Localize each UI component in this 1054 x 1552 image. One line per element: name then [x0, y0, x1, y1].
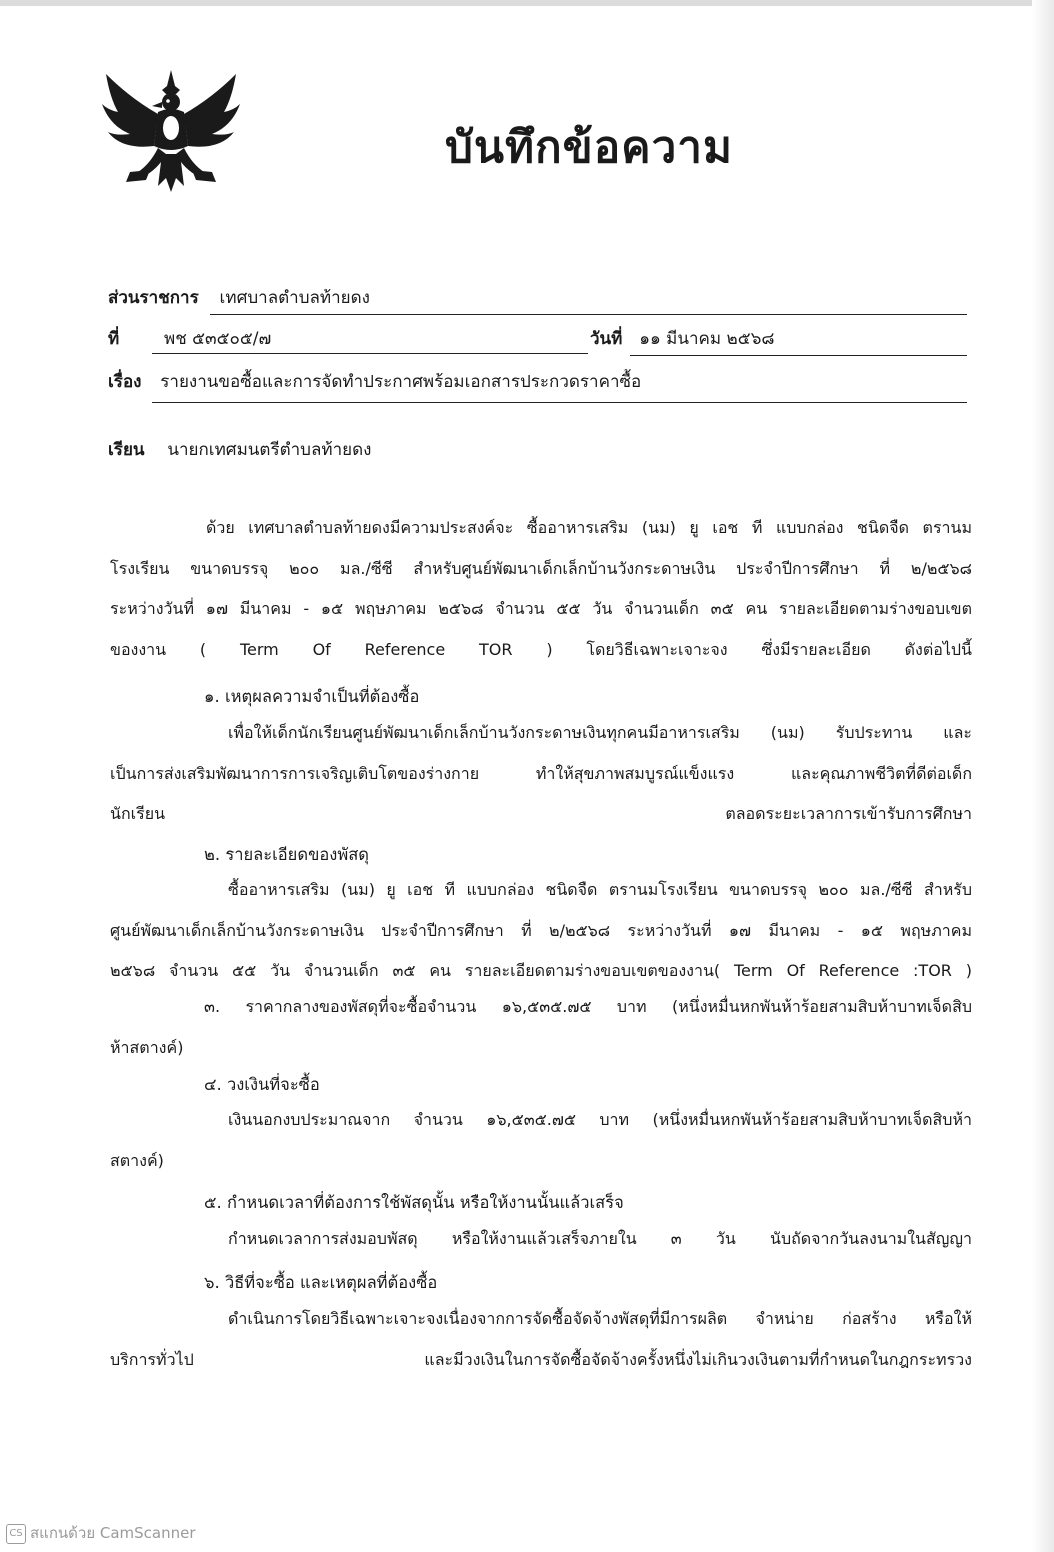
section-2-line: ๒๕๖๘ จำนวน ๕๕ วัน จำนวนเด็ก ๓๕ คน รายละเอียดตามร่างขอบเขตของงาน( Term Of Reference :TOR ) — [110, 961, 972, 980]
section-1-line: เพื่อให้เด็กนักเรียนศูนย์พัฒนาเด็กเล็กบ้านวังกระดาษเงินทุกคนมีอาหารเสริม (นม) รับประทาน และ — [228, 723, 972, 742]
garuda-emblem-icon — [100, 68, 242, 198]
section-5-heading: ๕. กำหนดเวลาที่ต้องการใช้พัสดุนั้น หรือให้งานนั้นแล้วเสร็จ — [204, 1193, 624, 1212]
addressee-label: เรียน — [108, 440, 145, 460]
section-6-body — [110, 1299, 972, 1380]
date-underline — [630, 355, 967, 356]
section-2-line: ซื้ออาหารเสริม (นม) ยู เอช ที แบบกล่อง ชนิดจืด ตรานมโรงเรียน ขนาดบรรจุ ๒๐๐ มล./ซีซี สำหรับ — [228, 880, 973, 899]
section-1-body — [110, 713, 972, 835]
section-4-line: สตางค์) — [110, 1150, 164, 1170]
subject-row — [108, 368, 641, 395]
date-value: ๑๑ มีนาคม ๒๕๖๘ — [639, 329, 775, 349]
camscanner-text: สแกนด้วย CamScanner — [30, 1524, 196, 1542]
date-row — [590, 325, 775, 352]
addressee-value: นายกเทศมนตรีตำบลท้ายดง — [167, 440, 372, 460]
section-4-line: เงินนอกงบประมาณจาก จำนวน ๑๖,๕๓๕.๗๕ บาท (หนึ่งหมื่นหกพันห้าร้อยสามสิบห้าบาทเจ็ดสิบห้า — [228, 1110, 972, 1129]
section-5-body — [110, 1219, 972, 1260]
agency-row — [108, 284, 370, 311]
addressee-row — [108, 436, 371, 463]
section-3-line: ๓. ราคากลางของพัสดุที่จะซื้อจำนวน ๑๖,๕๓๕.๗๕ บาท (หนึ่งหมื่นหกพันห้าร้อยสามสิบห้าบาทเจ็ดสิบ — [204, 997, 972, 1016]
agency-underline — [210, 314, 967, 315]
subject-value: รายงานขอซื้อและการจัดทำประกาศพร้อมเอกสารประกวดราคาซื้อ — [160, 372, 642, 392]
section-5-line: กำหนดเวลาการส่งมอบพัสดุ หรือให้งานแล้วเสร็จภายใน ๓ วัน นับถัดจากวันลงนามในสัญญา — [228, 1229, 972, 1248]
reference-underline — [152, 353, 588, 354]
section-3-line: ห้าสตางค์) — [110, 1037, 184, 1057]
subject-label: เรื่อง — [108, 372, 142, 392]
section-6-line: ดำเนินการโดยวิธีเฉพาะเจาะจงเนื่องจากการจัดซื้อจัดจ้างพัสดุที่มีการผลิต จำหน่าย ก่อสร้าง หรือให้ — [228, 1309, 972, 1328]
section-1-line: นักเรียน ตลอดระยะเวลาการเข้ารับการศึกษา — [110, 804, 972, 823]
memo-title: บันทึกข้อความ — [445, 122, 734, 173]
scan-right-edge — [1032, 0, 1054, 1552]
section-2-heading: ๒. รายละเอียดของพัสดุ — [204, 845, 369, 864]
agency-label: ส่วนราชการ — [108, 288, 199, 308]
section-6-heading: ๖. วิธีที่จะซื้อ และเหตุผลที่ต้องซื้อ — [204, 1273, 438, 1292]
date-label: วันที่ — [590, 329, 623, 349]
section-3-body — [110, 987, 972, 1068]
section-2-body — [110, 870, 972, 992]
reference-value: พช ๕๓๕๐๕/๗ — [164, 329, 272, 349]
reference-row — [108, 325, 271, 352]
section-2-line: ศูนย์พัฒนาเด็กเล็กบ้านวังกระดาษเงิน ประจำปีการศึกษา ที่ ๒/๒๕๖๘ ระหว่างวันที่ ๑๗ มีนาคม - ๑๕ พฤษภาคม — [110, 920, 972, 940]
intro-line: โรงเรียน ขนาดบรรจุ ๒๐๐ มล./ซีซี สำหรับศูนย์พัฒนาเด็กเล็กบ้านวังกระดาษเงิน ประจำปีการศึกษา ที่ ๒/๒๕๖๘ — [110, 558, 972, 578]
reference-label: ที่ — [108, 329, 120, 349]
camscanner-logo-icon: CS — [6, 1524, 26, 1544]
intro-paragraph — [110, 508, 972, 670]
section-1-line: เป็นการส่งเสริมพัฒนาการการเจริญเติบโตของร่างกาย ทำให้สุขภาพสมบูรณ์แข็งแรง และคุณภาพชีวิตที่ดีต่อเด็ก — [110, 763, 972, 783]
subject-underline — [152, 402, 967, 403]
section-4-body — [110, 1100, 972, 1181]
intro-line: ของงาน ( Term Of Reference TOR ) โดยวิธีเฉพาะเจาะจง ซึ่งมีรายละเอียด ดังต่อไปนี้ — [110, 639, 972, 659]
agency-value: เทศบาลตำบลท้ายดง — [219, 288, 370, 308]
section-6-line: บริการทั่วไป และมีวงเงินในการจัดซื้อจัดจ้างครั้งหนึ่งไม่เกินวงเงินตามที่กำหนดในกฎกระทรวง — [110, 1349, 972, 1369]
camscanner-watermark — [6, 1521, 196, 1545]
intro-line: ระหว่างวันที่ ๑๗ มีนาคม - ๑๕ พฤษภาคม ๒๕๖๘ จำนวน ๕๕ วัน จำนวนเด็ก ๓๕ คน รายละเอียดตามร่างขอบเขต — [110, 599, 972, 618]
section-1-heading: ๑. เหตุผลความจำเป็นที่ต้องซื้อ — [204, 687, 420, 706]
scan-top-edge — [0, 0, 1054, 6]
section-4-heading: ๔. วงเงินที่จะซื้อ — [204, 1075, 320, 1094]
intro-line: ด้วย เทศบาลตำบลท้ายดงมีความประสงค์จะ ซื้ออาหารเสริม (นม) ยู เอช ที แบบกล่อง ชนิดจืด ตรานม — [206, 518, 972, 537]
